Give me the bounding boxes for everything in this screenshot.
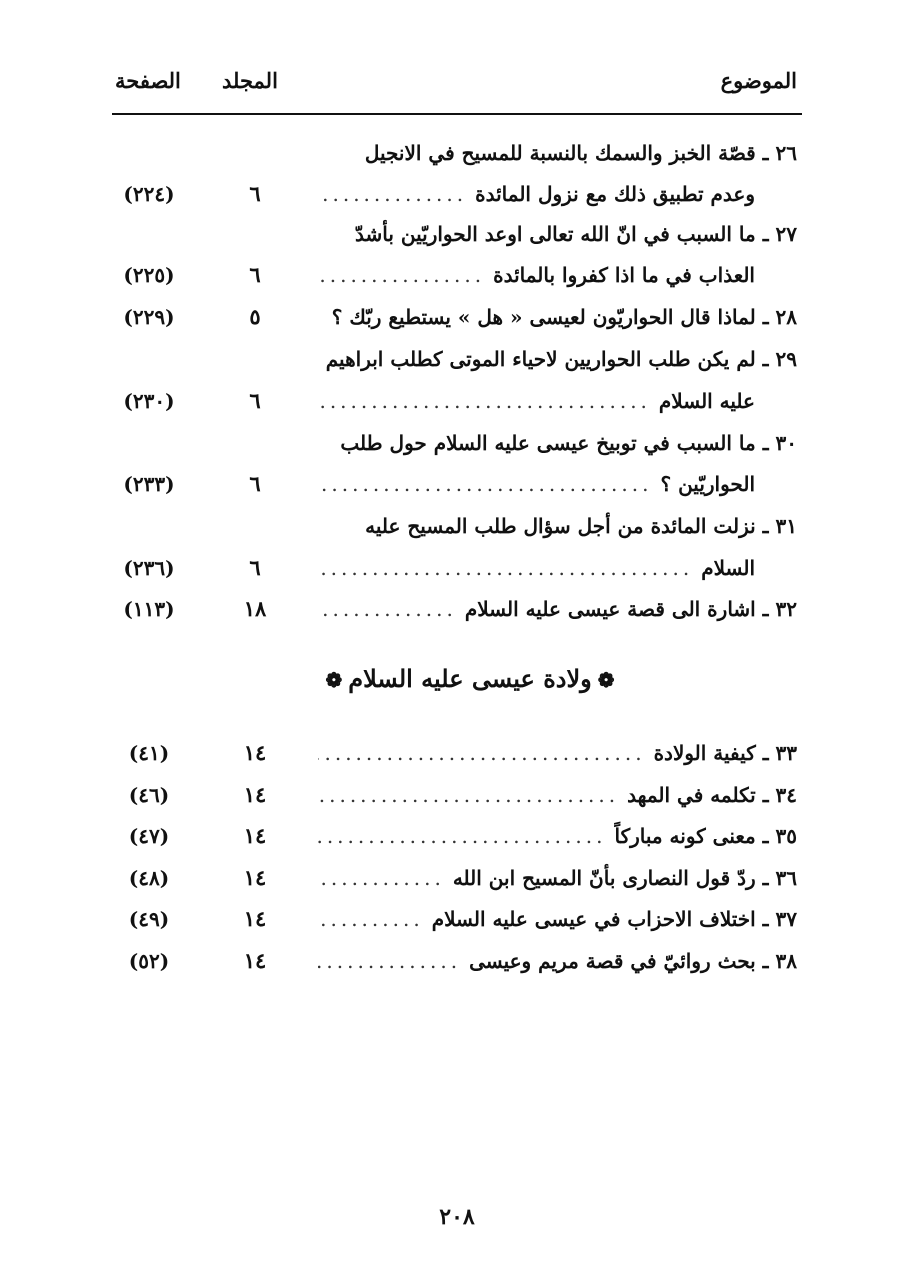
toc-entry-28-line1: ٢٨ ـ لماذا قال الحواريّون لعيسى « هل » يستطيع ربّك ؟ (331, 305, 797, 329)
toc-entry-38-page: (٥٢) (128, 949, 170, 973)
dot-leader (318, 741, 646, 765)
toc-entry-37-line1: ٣٧ ـ اختلاف الاحزاب في عيسى عليه السلام ..... (318, 900, 797, 938)
toc-entry-29-line2: عليه السلام ..... (318, 382, 797, 420)
column-header-volume: المجلد (222, 68, 278, 93)
toc-entry-29-volume: ٦ (249, 388, 261, 413)
toc-entry-32-volume: ١٨ (243, 596, 267, 621)
toc-entry-36-volume: ١٤ (243, 865, 267, 890)
dot-leader (318, 597, 457, 621)
toc-entry-34-page: (٤٦) (128, 783, 170, 807)
toc-entry-27-volume: ٦ (249, 262, 261, 287)
toc-entry-31-line2: السلام ..... (318, 549, 797, 587)
toc-entry-37-volume: ١٤ (243, 906, 267, 931)
toc-entry-37-page: (٤٩) (128, 907, 170, 931)
dot-leader (318, 783, 619, 807)
toc-entry-33-page: (٤١) (128, 741, 170, 765)
toc-entry-35-line1: ٣٥ ـ معنى كونه مباركاً ..... (318, 817, 797, 855)
toc-entry-30-line2: الحواريّين ؟ ..... (318, 465, 797, 503)
toc-entry-31-page: (٢٣٦) (123, 556, 175, 580)
toc-entry-35-volume: ١٤ (243, 823, 267, 848)
dot-leader (318, 866, 445, 890)
toc-entry-33-line1: ٣٣ ـ كيفية الولادة ..... (318, 734, 797, 772)
dot-leader (318, 824, 606, 848)
toc-entry-33-volume: ١٤ (243, 740, 267, 765)
toc-entry-31-line1: ٣١ ـ نزلت المائدة من أجل سؤال طلب المسيح عليه (365, 514, 797, 538)
toc-entry-28-volume: ٥ (249, 304, 261, 329)
dot-leader (318, 556, 693, 580)
toc-entry-26-line1: ٢٦ ـ قصّة الخبز والسمك بالنسبة للمسيح في الانجيل (364, 141, 797, 165)
toc-entry-30-page: (٢٣٣) (123, 472, 175, 496)
toc-entry-31-volume: ٦ (249, 555, 261, 580)
toc-entry-29-page: (٢٣٠) (123, 389, 175, 413)
section-title (300, 660, 640, 699)
header-divider (112, 113, 802, 115)
page-number: ٢٠٨ (439, 1204, 475, 1230)
dot-leader (318, 472, 652, 496)
toc-entry-30-line1: ٣٠ ـ ما السبب في توبيخ عيسى عليه السلام حول طلب (340, 431, 797, 455)
dot-leader (318, 389, 651, 413)
toc-entry-36-page: (٤٨) (128, 866, 170, 890)
toc-entry-32-line1: ٣٢ ـ اشارة الى قصة عيسى عليه السلام ..... (318, 590, 797, 628)
dot-leader (318, 182, 467, 206)
toc-entry-27-line1: ٢٧ ـ ما السبب في انّ الله تعالى اوعد الحواريّين بأشدّ (355, 222, 797, 246)
toc-entry-36-line1: ٣٦ ـ ردّ قول النصارى بأنّ المسيح ابن الله ..... (318, 859, 797, 897)
ornament-left-icon: ❁ (325, 668, 343, 692)
toc-entry-30-volume: ٦ (249, 471, 261, 496)
toc-entry-28-page: (٢٢٩) (123, 305, 175, 329)
toc-entry-34-line1: ٣٤ ـ تكلمه في المهد ..... (318, 776, 797, 814)
toc-entry-26-volume: ٦ (249, 181, 261, 206)
toc-entry-38-line1: ٣٨ ـ بحث روائيّ في قصة مريم وعيسى ..... (318, 942, 797, 980)
dot-leader (318, 907, 424, 931)
dot-leader (318, 263, 485, 287)
toc-entry-29-line1: ٢٩ ـ لم يكن طلب الحواريين لاحياء الموتى كطلب ابراهيم (325, 347, 797, 371)
column-header-page: الصفحة (115, 68, 181, 93)
dot-leader (318, 949, 461, 973)
toc-entry-38-volume: ١٤ (243, 948, 267, 973)
toc-entry-34-volume: ١٤ (243, 782, 267, 807)
section-title-text: ولادة عيسى عليه السلام (348, 664, 592, 693)
toc-entry-27-page: (٢٢٥) (123, 263, 175, 287)
toc-entry-26-page: (٢٢٤) (123, 182, 175, 206)
toc-entry-32-page: (١١٣) (123, 597, 175, 621)
toc-entry-35-page: (٤٧) (128, 824, 170, 848)
column-header-topic: الموضوع (720, 68, 797, 93)
ornament-right-icon: ❁ (597, 668, 615, 692)
toc-entry-26-line2: وعدم تطبيق ذلك مع نزول المائدة ..... (318, 175, 797, 213)
toc-entry-27-line2: العذاب في ما اذا كفروا بالمائدة ..... (318, 256, 797, 294)
